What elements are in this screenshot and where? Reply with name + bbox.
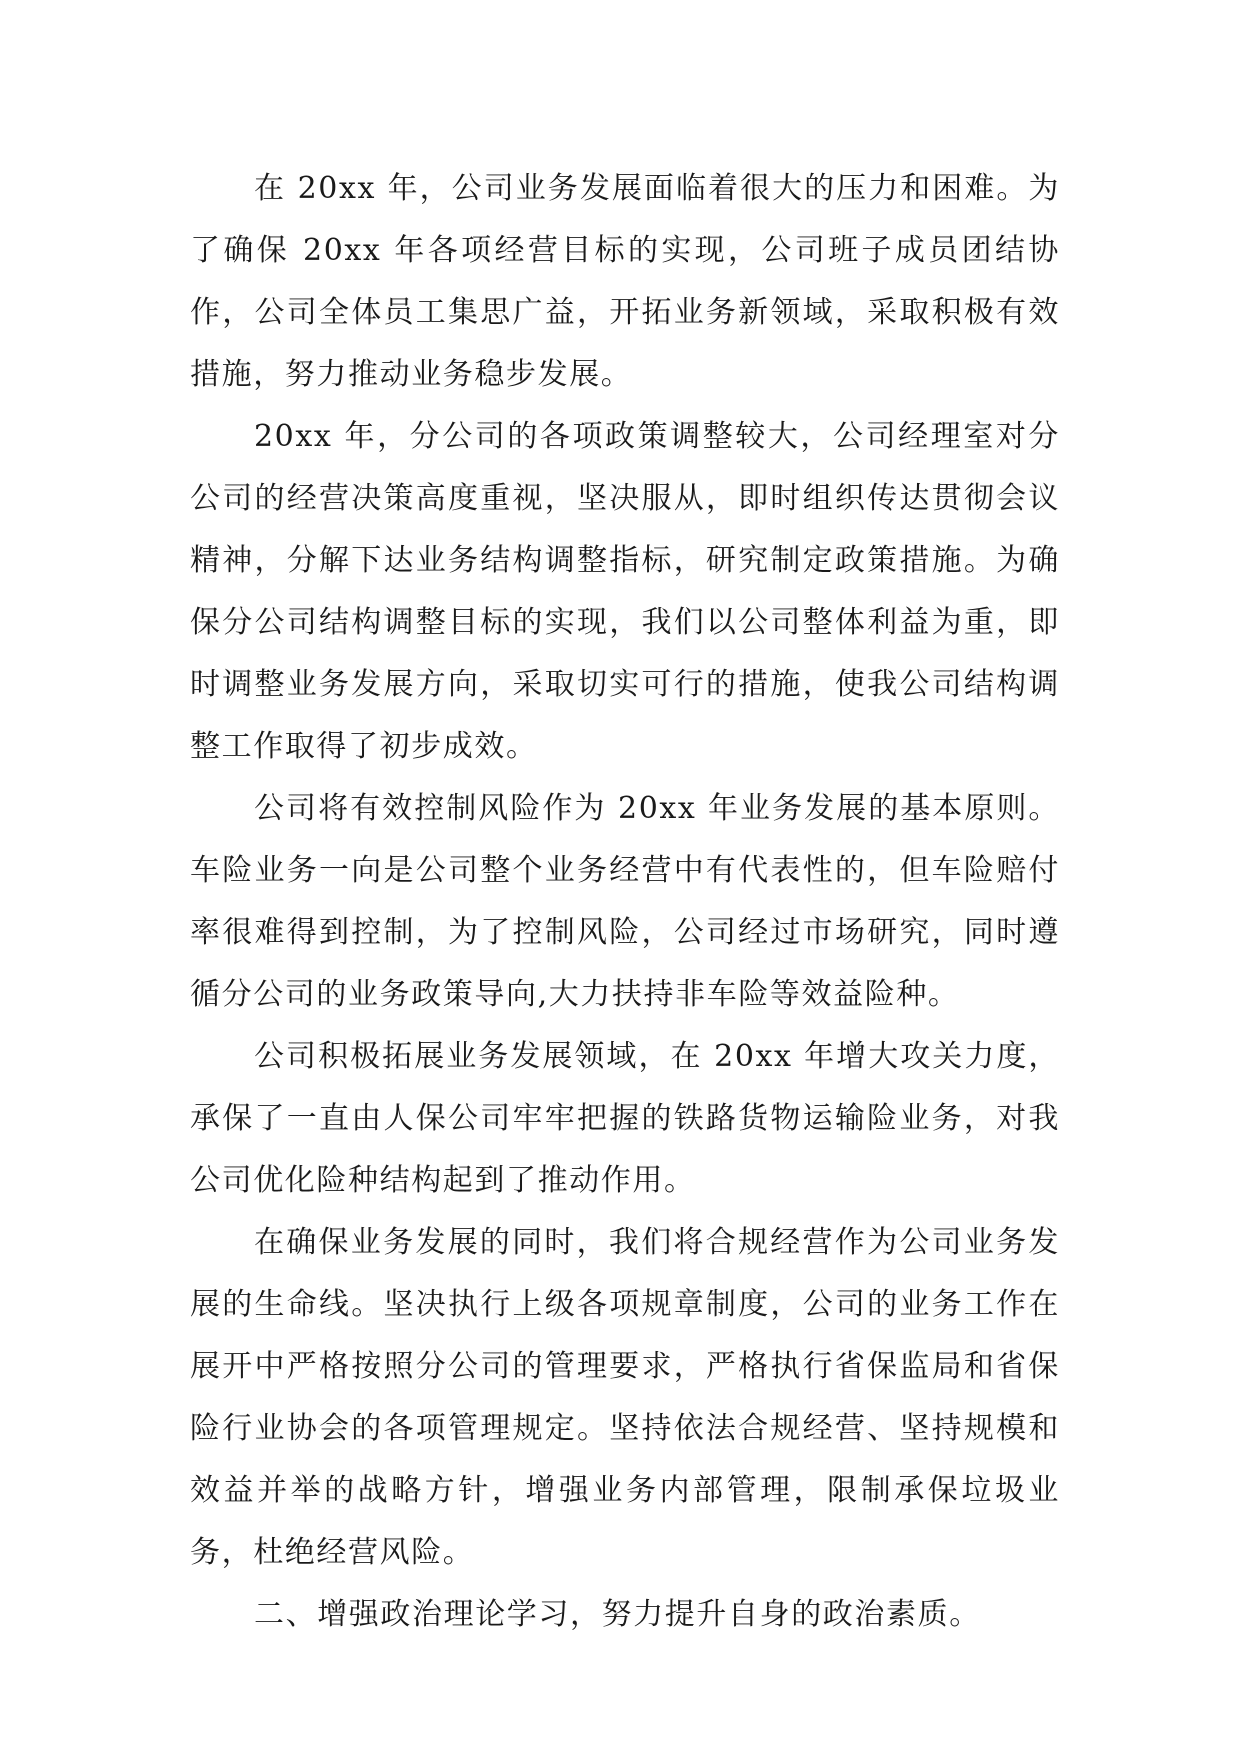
paragraph-3: 公司将有效控制风险作为 20xx 年业务发展的基本原则。车险业务一向是公司整个业务经营中有代表性的，但车险赔付率很难得到控制，为了控制风险，公司经过市场研究，同时遵循分公司的业务政策导向,大力扶持非车险等效益险种。 — [190, 791, 1060, 1012]
paragraph-5: 在确保业务发展的同时，我们将合规经营作为公司业务发展的生命线。坚决执行上级各项规章制度，公司的业务工作在展开中严格按照分公司的管理要求，严格执行省保监局和省保险行业协会的各项管理规定。坚持依法合规经营、坚持规模和效益并举的战略方针，增强业务内部管理，限制承保垃圾业务，杜绝经营风险。 — [190, 1225, 1060, 1570]
paragraph-2: 20xx 年，分公司的各项政策调整较大，公司经理室对分公司的经营决策高度重视，坚决服从，即时组织传达贯彻会议精神，分解下达业务结构调整指标，研究制定政策措施。为确保分公司结构调整目标的实现，我们以公司整体利益为重，即时调整业务发展方向，采取切实可行的措施，使我公司结构调整工作取得了初步成效。 — [190, 419, 1060, 764]
section-heading-2: 二、增强政治理论学习，努力提升自身的政治素质。 — [254, 1597, 981, 1632]
paragraph-1: 在 20xx 年，公司业务发展面临着很大的压力和困难。为了确保 20xx 年各项经营目标的实现，公司班子成员团结协作，公司全体员工集思广益，开拓业务新领域，采取积极有效措施，努力推动业务稳步发展。 — [190, 171, 1060, 392]
body-text — [190, 158, 1060, 1646]
paragraph-4: 公司积极拓展业务发展领域，在 20xx 年增大攻关力度，承保了一直由人保公司牢牢把握的铁路货物运输险业务，对我公司优化险种结构起到了推动作用。 — [190, 1039, 1060, 1198]
